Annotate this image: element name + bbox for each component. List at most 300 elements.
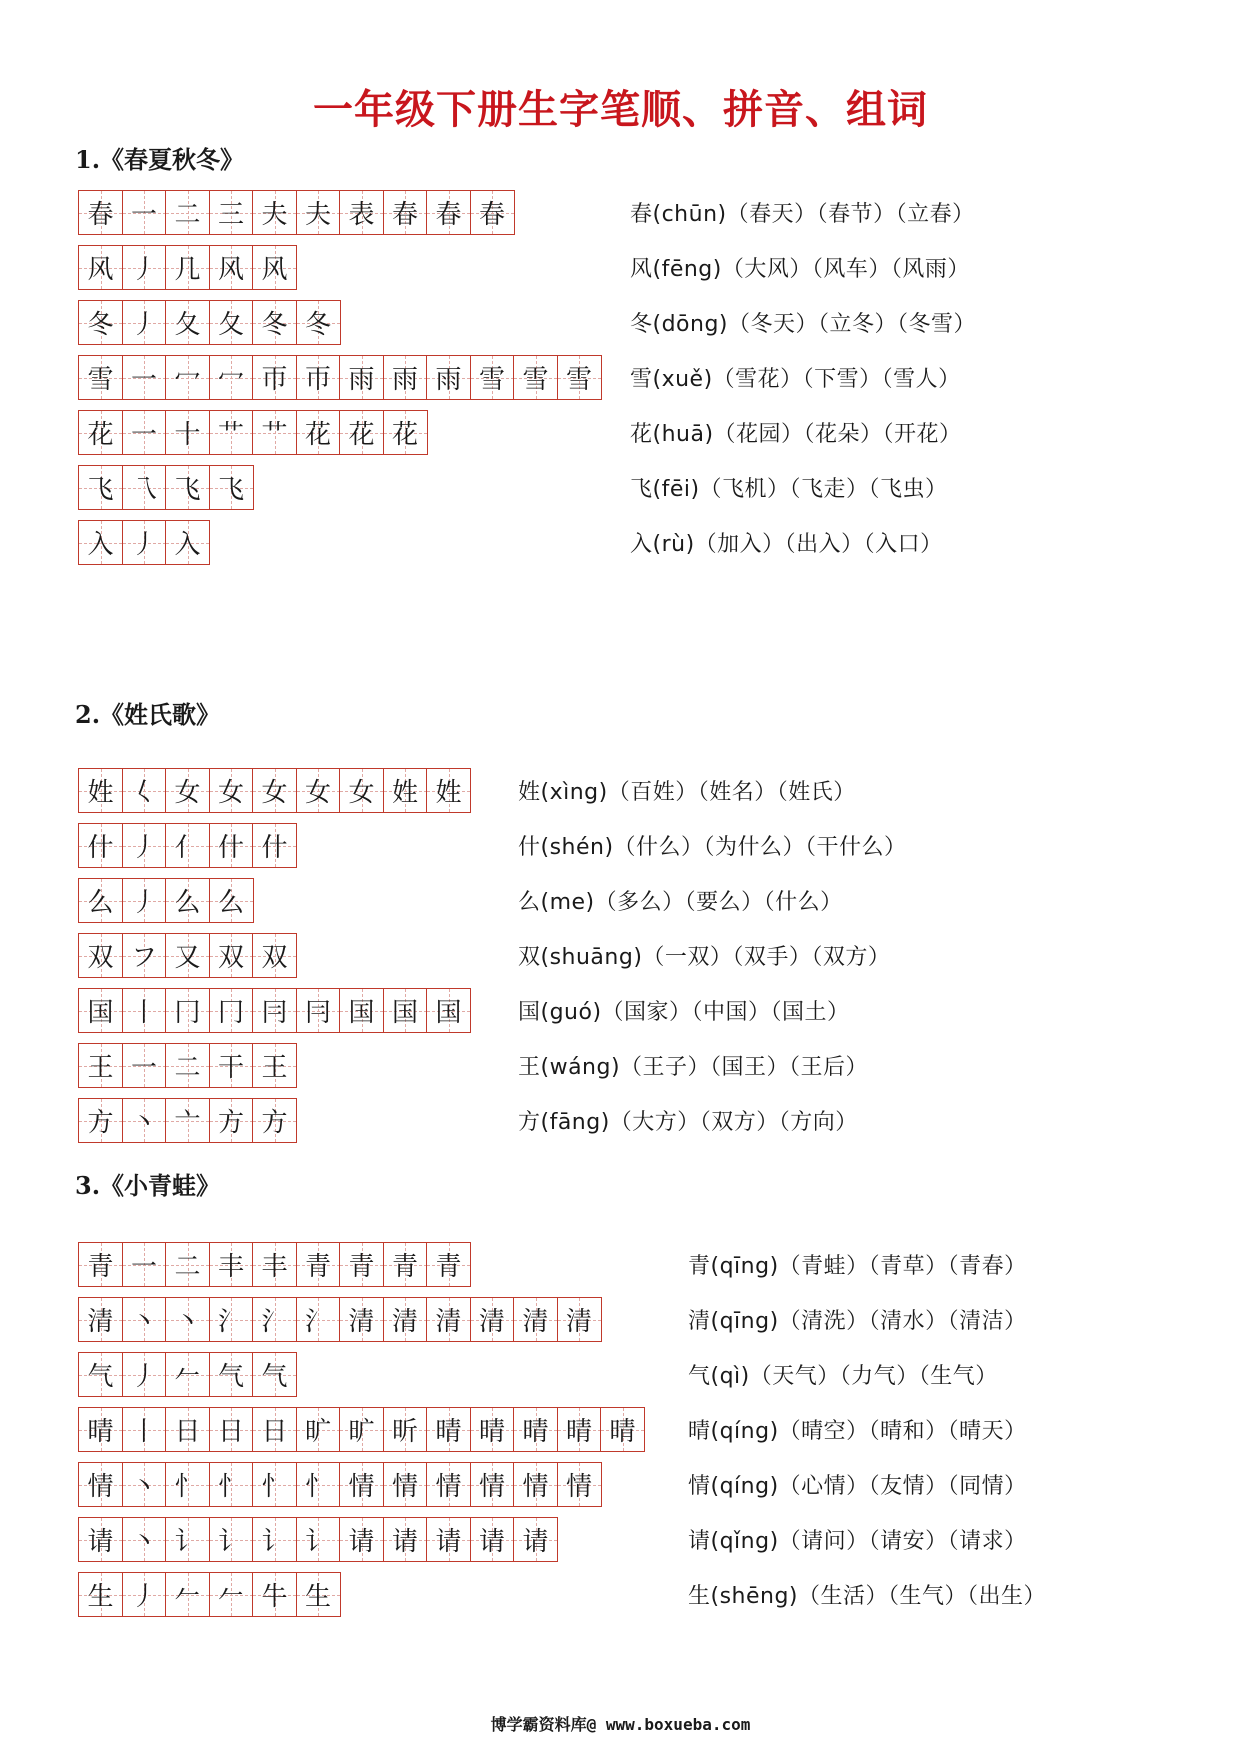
stroke-glyph: 青: [304, 1252, 331, 1282]
stroke-glyph: 气: [261, 1362, 288, 1392]
stroke-glyph: 晴: [87, 1417, 114, 1447]
footer-watermark: 博学霸资料库@ www.boxueba.com: [490, 1715, 751, 1734]
stroke-order-row: [78, 988, 470, 1033]
stroke-step-cell: [165, 768, 210, 813]
stroke-glyph: 气: [217, 1362, 244, 1392]
stroke-glyph: 方: [87, 1108, 114, 1138]
stroke-step-cell: [426, 988, 471, 1033]
stroke-glyph: 冬: [87, 310, 114, 340]
stroke-glyph: 雨: [435, 365, 462, 395]
stroke-step-cell: [122, 988, 167, 1033]
stroke-step-cell: [470, 355, 515, 400]
stroke-glyph: 丨: [130, 1417, 157, 1447]
stroke-order-row: [78, 190, 600, 235]
stroke-step-cell: [165, 520, 210, 565]
stroke-glyph: 雨: [391, 365, 418, 395]
stroke-glyph: 王: [87, 1053, 114, 1083]
stroke-glyph: 帀: [304, 365, 331, 395]
section-heading: 3.《小青蛙》: [75, 1171, 221, 1200]
stroke-step-cell: [165, 355, 210, 400]
stroke-glyph: 风: [261, 255, 288, 285]
stroke-glyph: 晴: [435, 1417, 462, 1447]
stroke-glyph: 讠: [217, 1527, 244, 1557]
stroke-glyph: 干: [217, 1053, 244, 1083]
stroke-glyph: 冖: [217, 365, 244, 395]
stroke-glyph: 又: [174, 943, 201, 973]
stroke-glyph: 青: [87, 1252, 114, 1282]
stroke-step-cell: [383, 1517, 428, 1562]
stroke-glyph: 生: [87, 1582, 114, 1612]
stroke-glyph: 晴: [522, 1417, 549, 1447]
stroke-glyph: 雪: [478, 365, 505, 395]
stroke-step-cell: [209, 1407, 254, 1452]
stroke-glyph: 花: [391, 420, 418, 450]
stroke-glyph: 晴: [565, 1417, 592, 1447]
stroke-step-cell: [513, 1517, 558, 1562]
stroke-step-cell: [339, 1242, 384, 1287]
stroke-glyph: 女: [348, 778, 375, 808]
stroke-glyph: 乁: [130, 475, 157, 505]
stroke-glyph: 花: [87, 420, 114, 450]
pinyin-word-line: 生(shēng)（生活）（生气）（出生）: [688, 1584, 1047, 1609]
stroke-order-row: [78, 1352, 644, 1397]
stroke-step-cell: [252, 300, 297, 345]
pinyin-word-line: 清(qīng)（清洗）（清水）（清洁）: [688, 1309, 1027, 1334]
stroke-glyph: 晴: [609, 1417, 636, 1447]
section-heading: 2.《姓氏歌》: [75, 700, 221, 729]
pinyin-word-line: 姓(xìng)（百姓）（姓名）（姓氏）: [518, 780, 856, 805]
stroke-step-cell: [296, 410, 341, 455]
stroke-step-cell: [252, 1517, 297, 1562]
stroke-order-row: [78, 1098, 470, 1143]
stroke-glyph: 花: [348, 420, 375, 450]
stroke-step-cell: [383, 1242, 428, 1287]
stroke-step-cell: [165, 933, 210, 978]
stroke-glyph: 几: [174, 255, 201, 285]
stroke-order-row: [78, 300, 600, 345]
pinyin-word-line: 情(qíng)（心情）（友情）（同情）: [688, 1474, 1027, 1499]
stroke-glyph: 女: [217, 778, 244, 808]
pinyin-word-line: 冬(dōng)（冬天）（立冬）（冬雪）: [630, 312, 976, 337]
stroke-glyph: 雪: [87, 365, 114, 395]
word-list: [518, 768, 907, 1153]
stroke-glyph: 姓: [435, 778, 462, 808]
stroke-step-cell: [339, 768, 384, 813]
stroke-step-cell: [252, 1098, 297, 1143]
stroke-order-grid: [78, 768, 470, 1153]
stroke-step-cell: [426, 1407, 471, 1452]
stroke-step-cell: [252, 355, 297, 400]
stroke-glyph: 艹: [217, 420, 244, 450]
stroke-glyph: 国: [87, 998, 114, 1028]
page-title: 一年级下册生字笔顺、拼音、组词: [313, 86, 928, 133]
stroke-step-cell: [513, 1297, 558, 1342]
stroke-glyph: 请: [391, 1527, 418, 1557]
stroke-glyph: 三: [217, 200, 244, 230]
stroke-glyph: 清: [565, 1307, 592, 1337]
stroke-step-cell: [165, 190, 210, 235]
stroke-glyph: 么: [217, 888, 244, 918]
stroke-glyph: 王: [261, 1053, 288, 1083]
character-cell: [78, 410, 123, 455]
stroke-step-cell: [296, 1462, 341, 1507]
stroke-step-cell: [470, 190, 515, 235]
stroke-glyph: 清: [522, 1307, 549, 1337]
stroke-step-cell: [122, 1242, 167, 1287]
stroke-glyph: 夫: [304, 200, 331, 230]
stroke-glyph: 方: [217, 1108, 244, 1138]
stroke-glyph: 请: [87, 1527, 114, 1557]
stroke-glyph: 讠: [174, 1527, 201, 1557]
character-cell: [78, 355, 123, 400]
stroke-glyph: 丰: [261, 1252, 288, 1282]
stroke-step-cell: [252, 1297, 297, 1342]
stroke-glyph: 生: [304, 1582, 331, 1612]
stroke-glyph: 昕: [391, 1417, 418, 1447]
stroke-glyph: 忄: [261, 1472, 288, 1502]
stroke-glyph: 春: [391, 200, 418, 230]
stroke-glyph: 一: [130, 365, 157, 395]
pinyin-word-line: 青(qīng)（青蛙）（青草）（青春）: [688, 1254, 1027, 1279]
stroke-glyph: 春: [435, 200, 462, 230]
stroke-glyph: 青: [435, 1252, 462, 1282]
stroke-glyph: 𠂉: [217, 1582, 244, 1612]
stroke-glyph: 忄: [217, 1472, 244, 1502]
stroke-order-row: [78, 410, 600, 455]
stroke-step-cell: [165, 1352, 210, 1397]
stroke-glyph: 姓: [87, 778, 114, 808]
stroke-step-cell: [339, 1517, 384, 1562]
stroke-step-cell: [122, 520, 167, 565]
stroke-step-cell: [122, 1572, 167, 1617]
character-cell: [78, 988, 123, 1033]
stroke-step-cell: [557, 1407, 602, 1452]
stroke-step-cell: [296, 988, 341, 1033]
character-cell: [78, 823, 123, 868]
stroke-order-row: [78, 878, 470, 923]
stroke-step-cell: [165, 1043, 210, 1088]
pinyin-word-line: 双(shuāng)（一双）（双手）（双方）: [518, 945, 891, 970]
stroke-glyph: 一: [130, 200, 157, 230]
character-cell: [78, 1242, 123, 1287]
stroke-step-cell: [165, 1242, 210, 1287]
stroke-order-row: [78, 520, 600, 565]
stroke-glyph: 春: [478, 200, 505, 230]
stroke-glyph: 晴: [478, 1417, 505, 1447]
stroke-step-cell: [165, 1297, 210, 1342]
stroke-order-row: [78, 1242, 644, 1287]
stroke-glyph: フ: [130, 943, 157, 973]
stroke-glyph: 冂: [217, 998, 244, 1028]
stroke-glyph: 请: [348, 1527, 375, 1557]
stroke-glyph: 国: [391, 998, 418, 1028]
character-cell: [78, 245, 123, 290]
stroke-step-cell: [122, 823, 167, 868]
stroke-order-row: [78, 1572, 644, 1617]
stroke-glyph: 夂: [217, 310, 244, 340]
stroke-glyph: 女: [304, 778, 331, 808]
stroke-step-cell: [209, 988, 254, 1033]
stroke-glyph: 冃: [304, 998, 331, 1028]
stroke-step-cell: [209, 410, 254, 455]
stroke-glyph: 一: [130, 1053, 157, 1083]
stroke-step-cell: [209, 878, 254, 923]
stroke-step-cell: [209, 823, 254, 868]
stroke-glyph: 双: [261, 943, 288, 973]
stroke-step-cell: [165, 1517, 210, 1562]
stroke-step-cell: [122, 465, 167, 510]
stroke-glyph: 情: [435, 1472, 462, 1502]
stroke-glyph: 双: [217, 943, 244, 973]
stroke-step-cell: [122, 878, 167, 923]
stroke-glyph: 情: [348, 1472, 375, 1502]
character-cell: [78, 768, 123, 813]
stroke-glyph: 亻: [174, 833, 201, 863]
stroke-glyph: 丿: [130, 1582, 157, 1612]
stroke-step-cell: [252, 823, 297, 868]
stroke-step-cell: [165, 823, 210, 868]
pinyin-word-line: 王(wáng)（王子）（国王）（王后）: [518, 1055, 869, 1080]
stroke-step-cell: [383, 190, 428, 235]
stroke-step-cell: [600, 1407, 645, 1452]
stroke-step-cell: [122, 1407, 167, 1452]
stroke-step-cell: [383, 988, 428, 1033]
stroke-glyph: 一: [130, 420, 157, 450]
stroke-order-row: [78, 245, 600, 290]
stroke-step-cell: [557, 1462, 602, 1507]
stroke-step-cell: [339, 355, 384, 400]
stroke-step-cell: [513, 1462, 558, 1507]
character-cell: [78, 190, 123, 235]
stroke-step-cell: [209, 1352, 254, 1397]
stroke-step-cell: [165, 878, 210, 923]
stroke-glyph: 雪: [565, 365, 592, 395]
stroke-step-cell: [339, 1462, 384, 1507]
stroke-step-cell: [513, 1407, 558, 1452]
stroke-glyph: 女: [261, 778, 288, 808]
stroke-glyph: 二: [174, 200, 201, 230]
stroke-order-row: [78, 1462, 644, 1507]
stroke-step-cell: [426, 768, 471, 813]
stroke-step-cell: [383, 410, 428, 455]
stroke-glyph: 入: [174, 530, 201, 560]
stroke-glyph: 丶: [174, 1307, 201, 1337]
stroke-glyph: 风: [217, 255, 244, 285]
stroke-step-cell: [339, 988, 384, 1033]
character-cell: [78, 1462, 123, 1507]
stroke-step-cell: [165, 1462, 210, 1507]
stroke-glyph: 么: [174, 888, 201, 918]
stroke-step-cell: [296, 300, 341, 345]
stroke-glyph: 氵: [217, 1307, 244, 1337]
stroke-order-row: [78, 768, 470, 813]
stroke-glyph: 氵: [304, 1307, 331, 1337]
stroke-step-cell: [209, 1242, 254, 1287]
character-cell: [78, 520, 123, 565]
stroke-glyph: 氵: [261, 1307, 288, 1337]
stroke-step-cell: [296, 1242, 341, 1287]
pinyin-word-line: 什(shén)（什么）（为什么）（干什么）: [518, 835, 907, 860]
stroke-step-cell: [383, 355, 428, 400]
stroke-step-cell: [209, 1572, 254, 1617]
stroke-step-cell: [165, 410, 210, 455]
stroke-glyph: 𠂉: [174, 1582, 201, 1612]
stroke-order-grid: [78, 1242, 644, 1627]
stroke-glyph: 丿: [130, 310, 157, 340]
pinyin-word-line: 国(guó)（国家）（中国）（国土）: [518, 1000, 850, 1025]
stroke-glyph: 夫: [261, 200, 288, 230]
stroke-step-cell: [557, 1297, 602, 1342]
stroke-step-cell: [165, 988, 210, 1033]
stroke-step-cell: [339, 410, 384, 455]
stroke-step-cell: [383, 768, 428, 813]
stroke-step-cell: [426, 355, 471, 400]
pinyin-word-line: 飞(fēi)（飞机）（飞走）（飞虫）: [630, 477, 948, 502]
stroke-glyph: 气: [87, 1362, 114, 1392]
stroke-step-cell: [296, 1407, 341, 1452]
stroke-glyph: 冖: [174, 365, 201, 395]
stroke-glyph: 清: [391, 1307, 418, 1337]
stroke-glyph: 日: [217, 1417, 244, 1447]
word-list: [688, 1242, 1046, 1627]
stroke-glyph: 花: [304, 420, 331, 450]
section-heading: 1.《春夏秋冬》: [75, 145, 245, 174]
stroke-glyph: 丰: [217, 1252, 244, 1282]
stroke-glyph: 丨: [130, 998, 157, 1028]
stroke-glyph: 什: [87, 833, 114, 863]
stroke-step-cell: [209, 190, 254, 235]
stroke-glyph: 什: [217, 833, 244, 863]
pinyin-word-line: 么(me)（多么）（要么）（什么）: [518, 890, 843, 915]
stroke-glyph: 雨: [348, 365, 375, 395]
stroke-step-cell: [209, 1043, 254, 1088]
pinyin-word-line: 方(fāng)（大方）（双方）（方向）: [518, 1110, 858, 1135]
stroke-step-cell: [252, 1043, 297, 1088]
stroke-step-cell: [252, 1407, 297, 1452]
stroke-step-cell: [383, 1407, 428, 1452]
character-cell: [78, 1517, 123, 1562]
stroke-glyph: 姓: [391, 778, 418, 808]
stroke-glyph: 方: [261, 1108, 288, 1138]
stroke-step-cell: [383, 1297, 428, 1342]
pinyin-word-line: 风(fēng)（大风）（风车）（风雨）: [630, 257, 970, 282]
stroke-order-row: [78, 823, 470, 868]
stroke-step-cell: [209, 768, 254, 813]
stroke-step-cell: [209, 1297, 254, 1342]
stroke-step-cell: [209, 300, 254, 345]
stroke-glyph: 什: [261, 833, 288, 863]
stroke-glyph: 一: [130, 1252, 157, 1282]
stroke-glyph: 请: [478, 1527, 505, 1557]
stroke-order-row: [78, 465, 600, 510]
stroke-glyph: 丶: [130, 1307, 157, 1337]
stroke-step-cell: [122, 1098, 167, 1143]
stroke-glyph: 𠂉: [174, 1362, 201, 1392]
character-cell: [78, 1407, 123, 1452]
stroke-step-cell: [122, 410, 167, 455]
character-cell: [78, 933, 123, 978]
stroke-glyph: 请: [435, 1527, 462, 1557]
stroke-glyph: 国: [348, 998, 375, 1028]
stroke-step-cell: [122, 1517, 167, 1562]
stroke-step-cell: [426, 1517, 471, 1562]
stroke-step-cell: [296, 1297, 341, 1342]
stroke-step-cell: [165, 1572, 210, 1617]
character-cell: [78, 1043, 123, 1088]
stroke-glyph: 青: [391, 1252, 418, 1282]
stroke-step-cell: [252, 1572, 297, 1617]
stroke-step-cell: [470, 1407, 515, 1452]
stroke-order-row: [78, 1517, 644, 1562]
stroke-glyph: 清: [348, 1307, 375, 1337]
stroke-glyph: 丿: [130, 833, 157, 863]
stroke-step-cell: [209, 1462, 254, 1507]
stroke-glyph: 清: [435, 1307, 462, 1337]
character-cell: [78, 1352, 123, 1397]
stroke-glyph: 清: [87, 1307, 114, 1337]
stroke-step-cell: [426, 1462, 471, 1507]
stroke-step-cell: [122, 245, 167, 290]
stroke-order-row: [78, 1297, 644, 1342]
stroke-glyph: 二: [174, 1252, 201, 1282]
stroke-step-cell: [252, 1462, 297, 1507]
stroke-glyph: 国: [435, 998, 462, 1028]
stroke-step-cell: [339, 1297, 384, 1342]
character-cell: [78, 465, 123, 510]
stroke-step-cell: [122, 1043, 167, 1088]
stroke-glyph: 旷: [348, 1417, 375, 1447]
stroke-glyph: 𡿨: [130, 778, 157, 808]
character-cell: [78, 1098, 123, 1143]
pinyin-word-line: 花(huā)（花园）（花朵）（开花）: [630, 422, 962, 447]
stroke-glyph: 入: [87, 530, 114, 560]
stroke-glyph: 讠: [261, 1527, 288, 1557]
stroke-step-cell: [122, 300, 167, 345]
stroke-order-row: [78, 355, 600, 400]
stroke-step-cell: [209, 245, 254, 290]
stroke-glyph: 丿: [130, 255, 157, 285]
pinyin-word-line: 请(qǐng)（请问）（请安）（请求）: [688, 1529, 1027, 1554]
stroke-step-cell: [122, 1352, 167, 1397]
stroke-glyph: 风: [87, 255, 114, 285]
character-cell: [78, 878, 123, 923]
stroke-glyph: 旷: [304, 1417, 331, 1447]
pinyin-word-line: 气(qì)（天气）（力气）（生气）: [688, 1364, 998, 1389]
stroke-glyph: 忄: [304, 1472, 331, 1502]
stroke-glyph: 丿: [130, 888, 157, 918]
stroke-step-cell: [165, 1407, 210, 1452]
stroke-step-cell: [252, 245, 297, 290]
stroke-step-cell: [122, 1462, 167, 1507]
stroke-step-cell: [209, 1098, 254, 1143]
stroke-glyph: 亠: [174, 1108, 201, 1138]
stroke-glyph: 艹: [261, 420, 288, 450]
stroke-glyph: 表: [348, 200, 375, 230]
stroke-step-cell: [339, 190, 384, 235]
stroke-order-row: [78, 933, 470, 978]
stroke-step-cell: [296, 1517, 341, 1562]
stroke-step-cell: [252, 933, 297, 978]
stroke-step-cell: [122, 1297, 167, 1342]
stroke-glyph: 丶: [130, 1108, 157, 1138]
stroke-step-cell: [209, 355, 254, 400]
stroke-glyph: 十: [174, 420, 201, 450]
stroke-step-cell: [165, 465, 210, 510]
stroke-step-cell: [165, 1098, 210, 1143]
stroke-order-row: [78, 1407, 644, 1452]
stroke-glyph: 日: [261, 1417, 288, 1447]
stroke-glyph: 二: [174, 1053, 201, 1083]
